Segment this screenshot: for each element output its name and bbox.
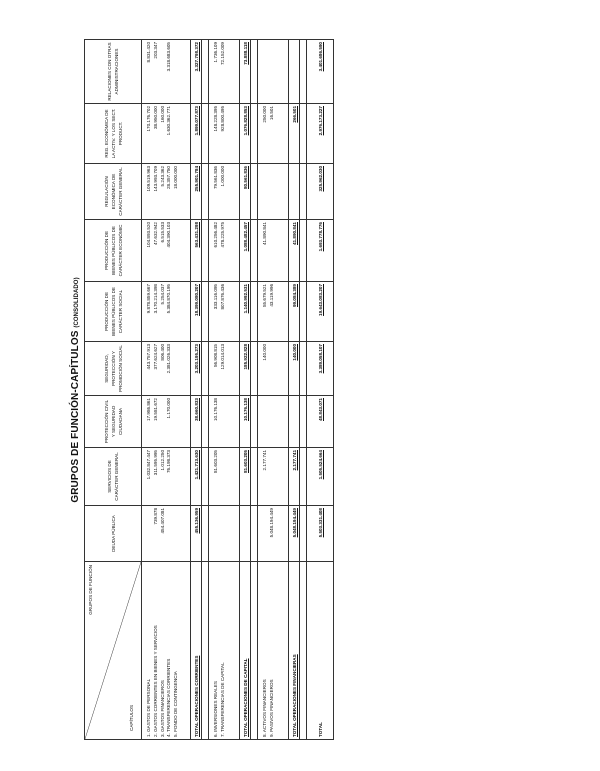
cell-value: 610.256.482 — [213, 222, 218, 248]
rotated-page — [70, 40, 540, 740]
value-cell — [209, 104, 240, 164]
subtotal-value: 185.922.828 — [240, 342, 251, 396]
spacer-cell — [251, 220, 258, 282]
spacer-cell — [300, 104, 307, 164]
subtotal-value: 3.203.195.273 — [191, 342, 202, 396]
spacer-cell — [202, 104, 209, 164]
cell-value: 311.595.995 — [152, 450, 158, 476]
spacer-cell — [300, 164, 307, 220]
subtotal-value: 5.048.194.449 — [289, 506, 300, 562]
value-cell — [209, 506, 240, 562]
cell-value: 1.012.250 — [159, 450, 165, 471]
column-header: PRODUCCIÓN DE BIENES PÚBLICOS DE CARÁCTER SOCIAL — [85, 282, 142, 342]
cell-value — [269, 344, 276, 393]
corner-top-label: GRUPOS DE FUNCIÓN — [88, 565, 93, 615]
cell-value: 18.000.000 — [173, 166, 179, 189]
cell-value: 9.878.859.667 — [146, 284, 151, 314]
group-rows — [209, 40, 240, 740]
value-cell — [142, 396, 191, 448]
subtotal-value — [289, 40, 300, 104]
cell-value: 10.176.138 — [213, 398, 218, 421]
value-cell — [142, 220, 191, 282]
cell-value: 5.243.362 — [159, 166, 165, 187]
spacer-cell — [300, 448, 307, 506]
subtotal-value: 266.501 — [289, 104, 300, 164]
corner-bottom-label: CAPÍTULOS — [129, 704, 134, 731]
table-body — [142, 40, 334, 740]
row-labels-cell — [209, 562, 240, 740]
spacer-row — [300, 40, 307, 740]
spacer-cell — [251, 396, 258, 448]
grand-total-value: 1.693.778.776 — [307, 220, 334, 282]
subtotal-value: 1.421.713.630 — [191, 448, 202, 506]
cell-value: 2.381.026.333 — [166, 344, 172, 374]
grand-total-value: 1.505.524.664 — [307, 448, 334, 506]
subtotal-label: TOTAL OPERACIONES CORRIENTES — [191, 562, 202, 740]
subtotal-value: 1.088.482.457 — [240, 220, 251, 282]
row-label: 5. FONDO DE CONTINGENCIA — [173, 671, 179, 737]
title-text: GRUPOS DE FUNCIÓN-CAPÍTULOS — [70, 330, 81, 503]
subtotal-row — [191, 40, 202, 740]
grand-total-value: 2.976.173.227 — [307, 104, 334, 164]
subtotal-value: 18.399.080.207 — [191, 282, 202, 342]
page-title — [70, 40, 81, 740]
cell-value — [262, 508, 269, 559]
cell-value: 404.390.103 — [166, 222, 172, 248]
cell-value — [262, 42, 269, 101]
cell-value: 806.400 — [159, 344, 165, 361]
subtotal-value: 73.888.118 — [240, 40, 251, 104]
subtotal-value: 1.899.077.873 — [191, 104, 202, 164]
value-cell — [142, 282, 191, 342]
row-label: 2. GASTOS CORRIENTES EN BIENES Y SERVICIOS — [152, 625, 158, 737]
subtotal-value: 99.084.389 — [289, 282, 300, 342]
value-cell — [209, 40, 240, 104]
value-cell — [258, 506, 289, 562]
row-labels-cell — [142, 562, 191, 740]
value-cell — [258, 448, 289, 506]
subtotal-value: 140.000 — [289, 342, 300, 396]
cell-value: 56.908.815 — [213, 344, 218, 367]
spacer-cell — [251, 448, 258, 506]
subtotal-value: 80.561.836 — [240, 164, 251, 220]
spacer-cell — [202, 220, 209, 282]
grand-total-value: 5.503.331.408 — [307, 506, 334, 562]
cell-value: 143.993.709 — [152, 166, 158, 192]
cell-value — [173, 450, 180, 503]
subtotal-value — [289, 396, 300, 448]
cell-value: 3.170.214.398 — [152, 284, 158, 314]
spacer-cell — [202, 562, 209, 740]
cell-value: 478.225.975 — [219, 222, 225, 248]
cell-value: 140.000 — [262, 344, 267, 361]
cell-value: 109.519.963 — [146, 166, 151, 192]
cell-value: 1.630.362.771 — [166, 106, 172, 136]
spacer-cell — [202, 396, 209, 448]
spacer-cell — [202, 40, 209, 104]
cell-value: 28.357.750 — [166, 166, 172, 189]
subtotal-row — [289, 40, 300, 740]
row-label: 8. ACTIVOS FINANCIEROS — [262, 679, 267, 737]
cell-value — [173, 398, 180, 445]
value-cell — [209, 282, 240, 342]
cell-value — [173, 42, 180, 101]
cell-value: 5.048.194.449 — [268, 508, 274, 538]
spacer-cell — [251, 342, 258, 396]
spacer-cell — [202, 282, 209, 342]
cell-value — [269, 166, 276, 217]
spacer-cell — [251, 104, 258, 164]
column-header: PRODUCCIÓN DE BIENES PÚBLICOS DE CARÁCTER ECONÓMIC — [85, 220, 142, 282]
grand-total-value: 48.843.071 — [307, 396, 334, 448]
spacer-cell — [300, 40, 307, 104]
row-label: 3. GASTOS FINANCIEROS — [159, 680, 165, 737]
cell-value: 333.116.095 — [213, 284, 218, 310]
cell-value: 454.407.081 — [159, 508, 165, 534]
cell-value: 443.757.913 — [146, 344, 151, 370]
spacer-row — [251, 40, 258, 740]
cell-value: 3.318.683.605 — [166, 42, 172, 72]
cell-value — [173, 508, 180, 559]
corner-cell — [85, 562, 142, 740]
cell-value — [220, 398, 227, 445]
spacer-cell — [202, 342, 209, 396]
subtotal-label: TOTAL OPERACIONES DE CAPITAL — [240, 562, 251, 740]
subtotal-value: 10.176.138 — [240, 396, 251, 448]
spacer-cell — [300, 506, 307, 562]
cell-value: 5.384.870.195 — [166, 284, 172, 314]
cell-value — [146, 508, 153, 559]
value-cell — [209, 342, 240, 396]
cell-value — [269, 398, 276, 445]
value-cell — [258, 396, 289, 448]
column-header: SEGURIDAD, PROTECCIÓN Y PROMOCIÓN SOCIAL — [85, 342, 142, 396]
row-labels-cell — [258, 562, 289, 740]
cell-value — [173, 222, 180, 279]
column-header: DEUDA PÚBLICA — [85, 506, 142, 562]
cell-value — [173, 344, 180, 393]
cell-value: 72.152.009 — [219, 42, 225, 65]
cell-value: 38.950.000 — [152, 106, 158, 129]
cell-value — [269, 42, 276, 101]
spacer-cell — [202, 164, 209, 220]
cell-value: 1.000.000 — [219, 166, 225, 187]
subtotal-value: 2.177.741 — [289, 448, 300, 506]
group-rows — [142, 40, 191, 740]
grand-total-value: 325.962.030 — [307, 164, 334, 220]
spacer-cell — [300, 342, 307, 396]
cell-value: 43.119.996 — [268, 284, 274, 307]
value-cell — [209, 164, 240, 220]
cell-value: 41.890.841 — [262, 222, 267, 245]
value-cell — [142, 104, 191, 164]
subtitle-text: (CONSOLIDADO) — [74, 277, 80, 328]
value-cell — [142, 506, 191, 562]
cell-value: 377.624.627 — [152, 344, 158, 370]
spacer-cell — [202, 506, 209, 562]
spacer-cell — [251, 164, 258, 220]
cell-value: 1.736.109 — [213, 42, 218, 63]
column-header: PROTECCIÓN CIVIL Y SEGURIDAD CIUDADANA — [85, 396, 142, 448]
spacer-cell — [251, 40, 258, 104]
spacer-cell — [251, 506, 258, 562]
cell-value: 129.014.013 — [219, 344, 225, 370]
value-cell — [258, 164, 289, 220]
spacer-cell — [300, 562, 307, 740]
cell-value: 1.170.000 — [166, 398, 172, 419]
subtotal-value — [289, 164, 300, 220]
value-cell — [209, 448, 240, 506]
cell-value: 160.000 — [159, 106, 165, 123]
grand-total-row — [307, 40, 334, 740]
row-label: 9. PASIVOS FINANCIEROS — [268, 679, 274, 737]
spacer-cell — [202, 448, 209, 506]
row-label: 6. INVERSIONES REALES — [213, 681, 218, 737]
cell-value: 79.561.836 — [213, 166, 218, 189]
row-label: 4. TRANSFERENCIAS CORRIENTES — [166, 658, 172, 737]
column-header: RELACIONES CON OTRAS ADMINISTRACIONES — [85, 40, 142, 104]
group-rows — [258, 40, 289, 740]
cell-value — [173, 106, 180, 161]
subtotal-value: 41.890.841 — [289, 220, 300, 282]
cell-value: 81.603.205 — [213, 450, 218, 473]
spacer-cell — [251, 562, 258, 740]
row-label: 7. TRANSFERENCIAS DE CAPITAL — [219, 662, 225, 737]
value-cell — [258, 104, 289, 164]
cell-value: 928.800.495 — [219, 106, 225, 132]
cell-value — [220, 508, 227, 559]
spacer-cell — [251, 282, 258, 342]
spacer-cell — [300, 220, 307, 282]
cell-value — [160, 398, 167, 445]
value-cell — [209, 396, 240, 448]
cell-value — [213, 508, 220, 559]
cell-value — [269, 222, 276, 279]
value-cell — [142, 164, 191, 220]
cell-value — [262, 398, 269, 445]
budget-table — [84, 39, 334, 740]
cell-value: 203.347 — [152, 42, 158, 59]
column-header: REGULACIÓN ECONÓMICA DE CARÁCTER GENERAL — [85, 164, 142, 220]
subtotal-value: 3.327.798.372 — [191, 40, 202, 104]
spacer-row — [202, 40, 209, 740]
column-header: REG. ECONÓMICA DE LA ACTIV. Y LOS SECT. PRODUCT. — [85, 104, 142, 164]
subtotal-value: 81.603.205 — [240, 448, 251, 506]
cell-value — [160, 42, 167, 101]
cell-value: 55.679.521 — [262, 284, 267, 307]
cell-value: 8.831.420 — [146, 42, 151, 63]
cell-value: 104.893.520 — [146, 222, 151, 248]
value-cell — [142, 342, 191, 396]
subtotal-label: TOTAL OPERACIONES FINANCIERAS — [289, 562, 300, 740]
cell-value: 1.032.847.447 — [146, 450, 151, 480]
spacer-cell — [300, 282, 307, 342]
cell-value — [269, 450, 276, 503]
cell-value — [262, 166, 269, 217]
cell-value — [220, 450, 227, 503]
value-cell — [258, 342, 289, 396]
spacer-cell — [300, 396, 307, 448]
value-cell — [258, 40, 289, 104]
cell-value: 5.254.037 — [159, 284, 165, 305]
value-cell — [258, 282, 289, 342]
value-cell — [142, 448, 191, 506]
value-cell — [142, 40, 191, 104]
grand-total-value: 19.643.083.207 — [307, 282, 334, 342]
subtotal-value: 1.076.828.853 — [240, 104, 251, 164]
subtotal-value: 255.901.784 — [191, 164, 202, 220]
cell-value: 76.198.373 — [166, 450, 172, 473]
cell-value — [173, 284, 180, 339]
subtotal-value: 455.136.959 — [191, 506, 202, 562]
cell-value — [166, 508, 173, 559]
cell-value: 19.581.672 — [152, 398, 158, 421]
cell-value: 148.228.395 — [213, 106, 218, 132]
subtotal-row — [240, 40, 251, 740]
cell-value: 47.632.942 — [152, 222, 158, 245]
cell-value: 807.876.436 — [219, 284, 225, 310]
cell-value: 2.177.741 — [262, 450, 267, 471]
cell-value: 16.501 — [268, 106, 274, 121]
cell-value: 6.515.533 — [159, 222, 165, 243]
value-cell — [258, 220, 289, 282]
grand-total-label: TOTAL — [307, 562, 334, 740]
subtotal-value: 1.140.992.531 — [240, 282, 251, 342]
header-row — [85, 40, 142, 740]
grand-total-value: 3.401.686.590 — [307, 40, 334, 104]
subtotal-value: 563.431.298 — [191, 220, 202, 282]
subtotal-value: 38.660.833 — [191, 396, 202, 448]
value-cell — [209, 220, 240, 282]
subtotal-value — [240, 506, 251, 562]
cell-value: 17.986.861 — [146, 398, 151, 421]
cell-value: 170.176.702 — [146, 106, 151, 132]
column-header: SERVICIOS DE CARÁCTER GENERAL — [85, 448, 142, 506]
grand-total-value: 3.389.058.107 — [307, 342, 334, 396]
cell-value: 739.878 — [152, 508, 158, 525]
cell-value: 250.000 — [262, 106, 267, 123]
row-label: 1. GASTOS DE PERSONAL — [146, 678, 151, 737]
